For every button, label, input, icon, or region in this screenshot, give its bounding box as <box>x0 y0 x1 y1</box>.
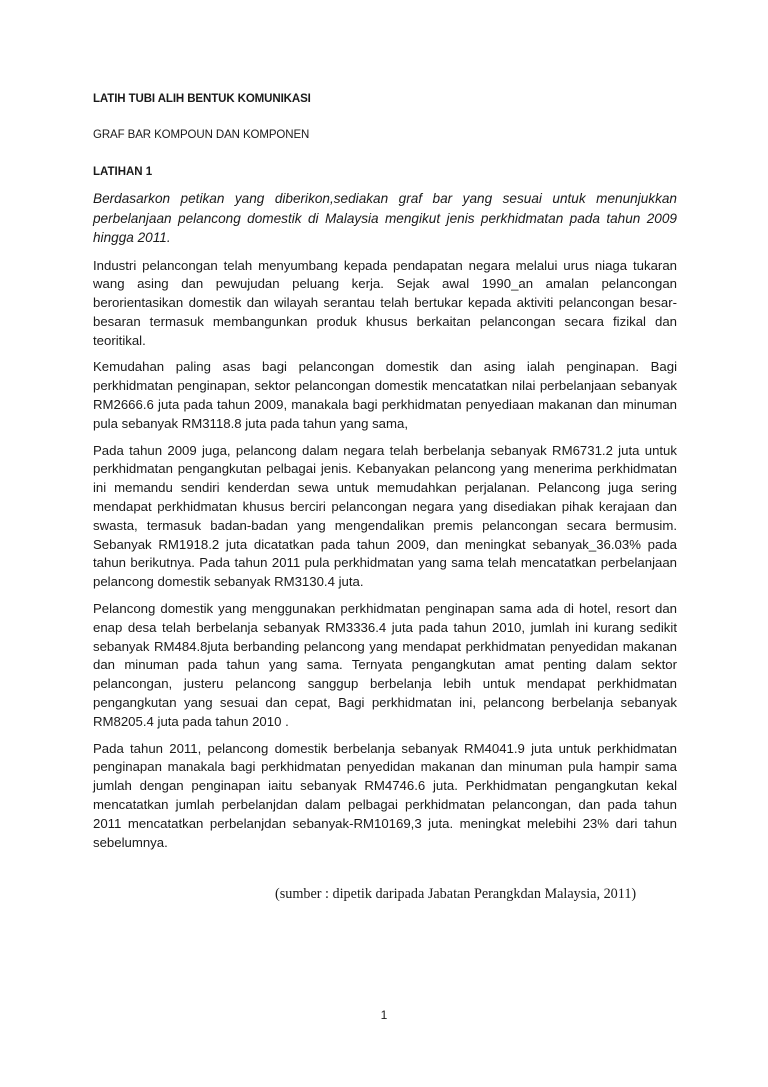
page-number: 1 <box>380 1008 388 1022</box>
paragraph-2: Kemudahan paling asas bagi pelancongan domestik dan asing ialah penginapan. Bagi perkhidmatan penginapan, sektor pelancongan domestik mencatatkan nilai perbelanjaan sebanyak RM2666.6 juta pada tahun 2009, manakala bagi perkhidmatan penyediaan makanan dan minuman pula sebanyak RM3118.8 juta pada tahun yang sama, <box>93 359 677 431</box>
paragraph-1: Industri pelancongan telah menyumbang kepada pendapatan negara melalui urus niaga tukaran wang asing dan pewujudan peluang kerja. Sejak awal 1990_an amalan pelancongan berorientasikan domestik dan wilayah serantau telah bertukar kepada aktiviti pelancongan besar-besaran termasuk membangunkan produk khusus berkaitan pelancongan secara fizikal dan teoritikal. <box>93 257 677 348</box>
document-body <box>93 93 677 860</box>
paragraph-4: Pelancong domestik yang menggunakan perkhidmatan penginapan sama ada di hotel, resort dan enap desa telah berbelanja sebanyak RM3336.4 juta pada tahun 2010, jumlah ini kurang sedikit sebanyak RM484.8juta berbanding pelancong yang mendapat perkhidmatan penyedidan makanan dan minuman pada tahun yang sama. Ternyata pengangkutan amat penting dalam sektor pelancongan, justeru pelancong sanggup berbelanja lebih untuk mendapat perkhidmatan pengangkutan yang sesuai dan cepat, Bagi perkhidmatan ini, pelancong berbelanja sebanyak RM8205.4 juta pada tahun 2010 . <box>93 601 677 729</box>
main-heading: LATIH TUBI ALIH BENTUK KOMUNIKASI <box>93 93 311 105</box>
sub-heading: GRAF BAR KOMPOUN DAN KOMPONEN <box>93 129 310 141</box>
source-citation: (sumber : dipetik daripada Jabatan Perangkdan Malaysia, 2011) <box>275 886 637 902</box>
exercise-label: LATIHAN 1 <box>93 166 153 178</box>
instruction-text: Berdasarkon petikan yang diberikon,sediakan graf bar yang sesuai untuk menunjukkan perbelanjaan pelancong domestik di Malaysia mengikut jenis perkhidmatan pada tahun 2009 hingga 2011. <box>93 191 677 245</box>
paragraph-5: Pada tahun 2011, pelancong domestik berbelanja sebanyak RM4041.9 juta untuk perkhidmatan penginapan manakala bagi perkhidmatan penyedidan makanan dan minuman pula hampir sama jumlah dengan penginapan iaitu sebanyak RM4746.6 juta. Perkhidmatan pengangkutan kekal mencatatkan jumlah perbelanjdan dalam pelbagai perkhidmatan pelancongan, dan pada tahun 2011 mencatatkan perbelanjdan sebanyak-RM10169,3 juta. meningkat melebihi 23% dari tahun sebelumnya. <box>93 740 677 850</box>
paragraph-3: Pada tahun 2009 juga, pelancong dalam negara telah berbelanja sebanyak RM6731.2 juta untuk perkhidmatan pengangkutan pelbagai jenis. Kebanyakan pelancong yang menerima perkhidmatan ini memandu sendiri kenderdan sewa untuk memudahkan perjalanan. Pelancong juga sering mendapat perkhidmatan khusus berciri pelancongan negara yang disediakan pihak kerajaan dan swasta, termasuk badan-badan yang mengendalikan premis pelancongan secara bermusim. Sebanyak RM1918.2 juta dicatatkan pada tahun 2009, dan meningkat sebanyak_36.03% pada tahun berikutnya. Pada tahun 2011 pula perkhidmatan yang sama telah mencatatkan perbelanjaan pelancong domestik sebanyak RM3130.4 juta. <box>93 442 677 590</box>
